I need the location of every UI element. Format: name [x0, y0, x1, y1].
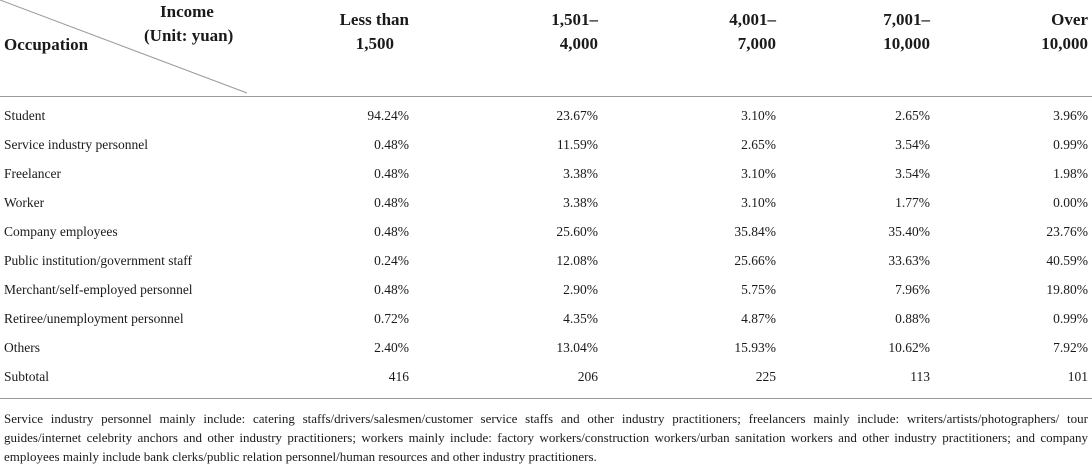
- table-cell: 3.96%: [1053, 108, 1088, 123]
- table-cell: 0.48%: [374, 282, 409, 297]
- column-header-4-line1: 7,001–: [883, 10, 930, 29]
- table-row: [0, 364, 1092, 393]
- table-cell: 0.48%: [374, 137, 409, 152]
- column-header-2-line2: 4,000: [559, 34, 598, 53]
- table-cell: 40.59%: [1046, 253, 1088, 268]
- table-cell: 0.99%: [1053, 137, 1088, 152]
- table-cell: 3.10%: [741, 108, 776, 123]
- table-cell: 101: [1067, 369, 1088, 384]
- table-cell: 4.87%: [741, 311, 776, 326]
- table-cell: 0.48%: [374, 166, 409, 181]
- table-cell: 23.76%: [1046, 224, 1088, 239]
- table-row: [0, 161, 1092, 190]
- column-header-3: [660, 8, 776, 56]
- table-cell: 33.63%: [888, 253, 930, 268]
- row-label: Merchant/self-employed personnel: [4, 282, 193, 297]
- table-cell: 7.92%: [1053, 340, 1088, 355]
- table-cell: 94.24%: [367, 108, 409, 123]
- table-cell: 3.54%: [895, 137, 930, 152]
- table-bottom-rule: [0, 398, 1092, 399]
- table-footnote: Service industry personnel mainly include: catering staffs/drivers/salesmen/customer service staffs and other industry practitioners; freelancers mainly include: writers/artists/photographers/ tour guides/internet celebrity anchors and other industry practitioners; workers mainly include: factory workers/construction workers/urban sanitation workers and other industry practitioners; and company employees mainly include bank clerks/public relation personnel/human resources and other industry practitioners.: [4, 411, 1088, 464]
- table-cell: 35.84%: [734, 224, 776, 239]
- row-label: Others: [4, 340, 40, 355]
- corner-header-income: [144, 0, 254, 48]
- column-header-4: [840, 8, 930, 56]
- table-cell: 0.99%: [1053, 311, 1088, 326]
- column-header-3-line2: 7,000: [737, 34, 776, 53]
- corner-unit-label: (Unit: yuan): [144, 26, 234, 45]
- table-cell: 0.48%: [374, 224, 409, 239]
- table-row: [0, 103, 1092, 132]
- row-label: Public institution/government staff: [4, 253, 192, 268]
- table-cell: 225: [755, 369, 776, 384]
- table-cell: 1.98%: [1053, 166, 1088, 181]
- row-label: Service industry personnel: [4, 137, 148, 152]
- table-cell: 3.10%: [741, 195, 776, 210]
- header-bottom-rule: [0, 96, 1092, 97]
- column-header-3-line1: 4,001–: [729, 10, 776, 29]
- table-cell: 23.67%: [556, 108, 598, 123]
- table-cell: 0.88%: [895, 311, 930, 326]
- column-header-2-line1: 1,501–: [551, 10, 598, 29]
- column-header-4-line2: 10,000: [883, 34, 930, 53]
- table-cell: 3.38%: [563, 195, 598, 210]
- table-cell: 0.00%: [1053, 195, 1088, 210]
- table-row: [0, 190, 1092, 219]
- row-label: Student: [4, 108, 46, 123]
- row-label: Freelancer: [4, 166, 61, 181]
- table-row: [0, 219, 1092, 248]
- table-row: [0, 132, 1092, 161]
- row-label: Company employees: [4, 224, 118, 239]
- column-header-1-line1: Less than: [339, 10, 409, 29]
- table-cell: 11.59%: [556, 137, 598, 152]
- column-header-1: [300, 8, 409, 56]
- table-cell: 19.80%: [1046, 282, 1088, 297]
- table-cell: 15.93%: [734, 340, 776, 355]
- table-cell: 12.08%: [556, 253, 598, 268]
- corner-income-label: Income: [160, 2, 214, 21]
- table-cell: 7.96%: [895, 282, 930, 297]
- column-header-5: [1000, 8, 1088, 56]
- row-label: Subtotal: [4, 369, 50, 384]
- table-cell: 4.35%: [563, 311, 598, 326]
- column-header-5-line2: 10,000: [1041, 34, 1088, 53]
- table-cell: 0.72%: [374, 311, 409, 326]
- table-row: [0, 248, 1092, 277]
- column-header-1-line2: 1,500: [355, 34, 394, 53]
- column-header-5-line1: Over: [1051, 10, 1088, 29]
- corner-header-occupation: Occupation: [4, 35, 89, 54]
- table-cell: 0.48%: [374, 195, 409, 210]
- table-cell: 35.40%: [888, 224, 930, 239]
- table-cell: 2.65%: [741, 137, 776, 152]
- table-cell: 3.54%: [895, 166, 930, 181]
- table-cell: 10.62%: [888, 340, 930, 355]
- table-cell: 3.10%: [741, 166, 776, 181]
- row-label: Worker: [4, 195, 45, 210]
- table-cell: 113: [910, 369, 930, 384]
- table-cell: 1.77%: [895, 195, 930, 210]
- table-cell: 3.38%: [563, 166, 598, 181]
- row-label: Retiree/unemployment personnel: [4, 311, 184, 326]
- table-cell: 2.40%: [374, 340, 409, 355]
- table-cell: 416: [388, 369, 409, 384]
- table-cell: 2.65%: [895, 108, 930, 123]
- table-row: [0, 277, 1092, 306]
- table-cell: 25.60%: [556, 224, 598, 239]
- table-cell: 13.04%: [556, 340, 598, 355]
- table-cell: 5.75%: [741, 282, 776, 297]
- column-header-2: [480, 8, 598, 56]
- table-row: [0, 306, 1092, 335]
- table-cell: 0.24%: [374, 253, 409, 268]
- table-cell: 2.90%: [563, 282, 598, 297]
- table-row: [0, 335, 1092, 364]
- table-cell: 25.66%: [734, 253, 776, 268]
- table-cell: 206: [577, 369, 598, 384]
